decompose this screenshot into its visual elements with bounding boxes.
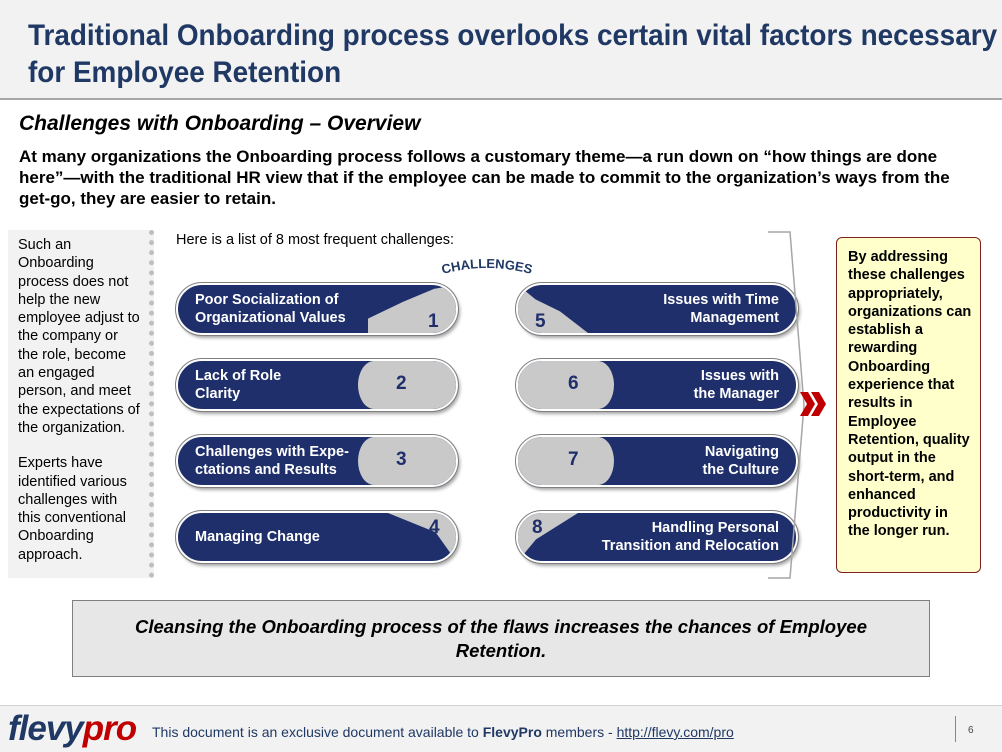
challenge-3-line1: Challenges with Expe- xyxy=(195,444,349,460)
list-heading: Here is a list of 8 most frequent challenges: xyxy=(176,232,455,248)
svg-text:CHALLENGES xyxy=(440,256,534,277)
title-line-1: Traditional Onboarding process overlooks certain vital factors necessary xyxy=(28,19,998,52)
page-number: 6 xyxy=(968,725,974,736)
challenge-2-line2: Clarity xyxy=(195,386,241,402)
challenges-arc-label xyxy=(432,254,542,278)
result-box: By addressing these challenges appropriately, organizations can establish a rewarding Onboarding experience that results in Employee Retention, quality output in the short-term, and enhanced productivity in the longer run. xyxy=(836,237,981,573)
challenge-1-number: 1 xyxy=(428,311,439,332)
challenge-2-line1: Lack of Role xyxy=(195,368,282,384)
left-para-2: Experts have identified various challenges with this conventional Onboarding approach. xyxy=(18,455,127,563)
challenge-pill-8 xyxy=(516,511,798,563)
challenge-pill-4 xyxy=(176,511,458,563)
intro-paragraph: At many organizations the Onboarding process follows a customary theme—a run down on “how things are done here”—with the traditional HR view that if the employee can be made to commit to the organization’s ways from the get-go, they are easier to retain. xyxy=(19,147,950,208)
section-subtitle: Challenges with Onboarding – Overview xyxy=(19,112,421,135)
challenge-7-line1: Navigating xyxy=(704,444,779,460)
challenges-label-text: CHALLENGES xyxy=(439,255,535,277)
challenge-2-number: 2 xyxy=(396,373,407,394)
challenge-3-line2: ctations and Results xyxy=(195,462,337,478)
challenge-pill-2 xyxy=(176,359,458,411)
challenge-1-line2: Organizational Values xyxy=(195,310,346,326)
flevypro-logo: flevypro xyxy=(8,709,137,748)
left-sidebar-text xyxy=(8,230,154,578)
challenge-4-line1: Managing Change xyxy=(195,529,320,545)
left-para-1: Such an Onboarding process does not help the new employee adjust to the company or the role, become an engaged person, and meet the expectations of the organization. xyxy=(18,237,140,436)
page-title xyxy=(28,17,998,91)
challenge-7-line2: the Culture xyxy=(702,462,779,478)
challenge-8-line1: Handling Personal xyxy=(651,520,779,536)
footer xyxy=(0,705,1002,752)
challenge-7-number: 7 xyxy=(568,449,579,470)
challenge-6-number: 6 xyxy=(568,373,579,394)
flevy-pro-link[interactable]: http://flevy.com/pro xyxy=(616,724,734,740)
header-band xyxy=(0,0,1002,100)
challenge-5-line1: Issues with Time xyxy=(663,292,779,308)
challenge-8-line2: Transition and Relocation xyxy=(601,538,779,554)
page-separator xyxy=(955,716,956,742)
challenge-4-number: 4 xyxy=(429,517,440,538)
challenge-8-number: 8 xyxy=(532,517,543,538)
challenge-pill-3 xyxy=(176,435,458,487)
callout-box: Cleansing the Onboarding process of the flaws increases the chances of Employee Retention. xyxy=(72,600,930,677)
challenge-pill-6 xyxy=(516,359,798,411)
challenge-pill-1 xyxy=(176,283,458,335)
challenge-5-number: 5 xyxy=(535,311,546,332)
challenge-5-line2: Management xyxy=(690,310,779,326)
challenge-6-line2: the Manager xyxy=(693,386,779,402)
title-line-2: for Employee Retention xyxy=(28,56,342,89)
challenge-1-line1: Poor Socialization of xyxy=(195,292,339,308)
footer-note: This document is an exclusive document available to FlevyPro members - http://flevy.com/pro xyxy=(152,724,734,740)
challenge-6-line1: Issues with xyxy=(700,368,779,384)
challenge-pill-5 xyxy=(516,283,798,335)
challenge-3-number: 3 xyxy=(396,449,407,470)
challenge-pill-7 xyxy=(516,435,798,487)
double-chevron-icon xyxy=(800,392,828,416)
